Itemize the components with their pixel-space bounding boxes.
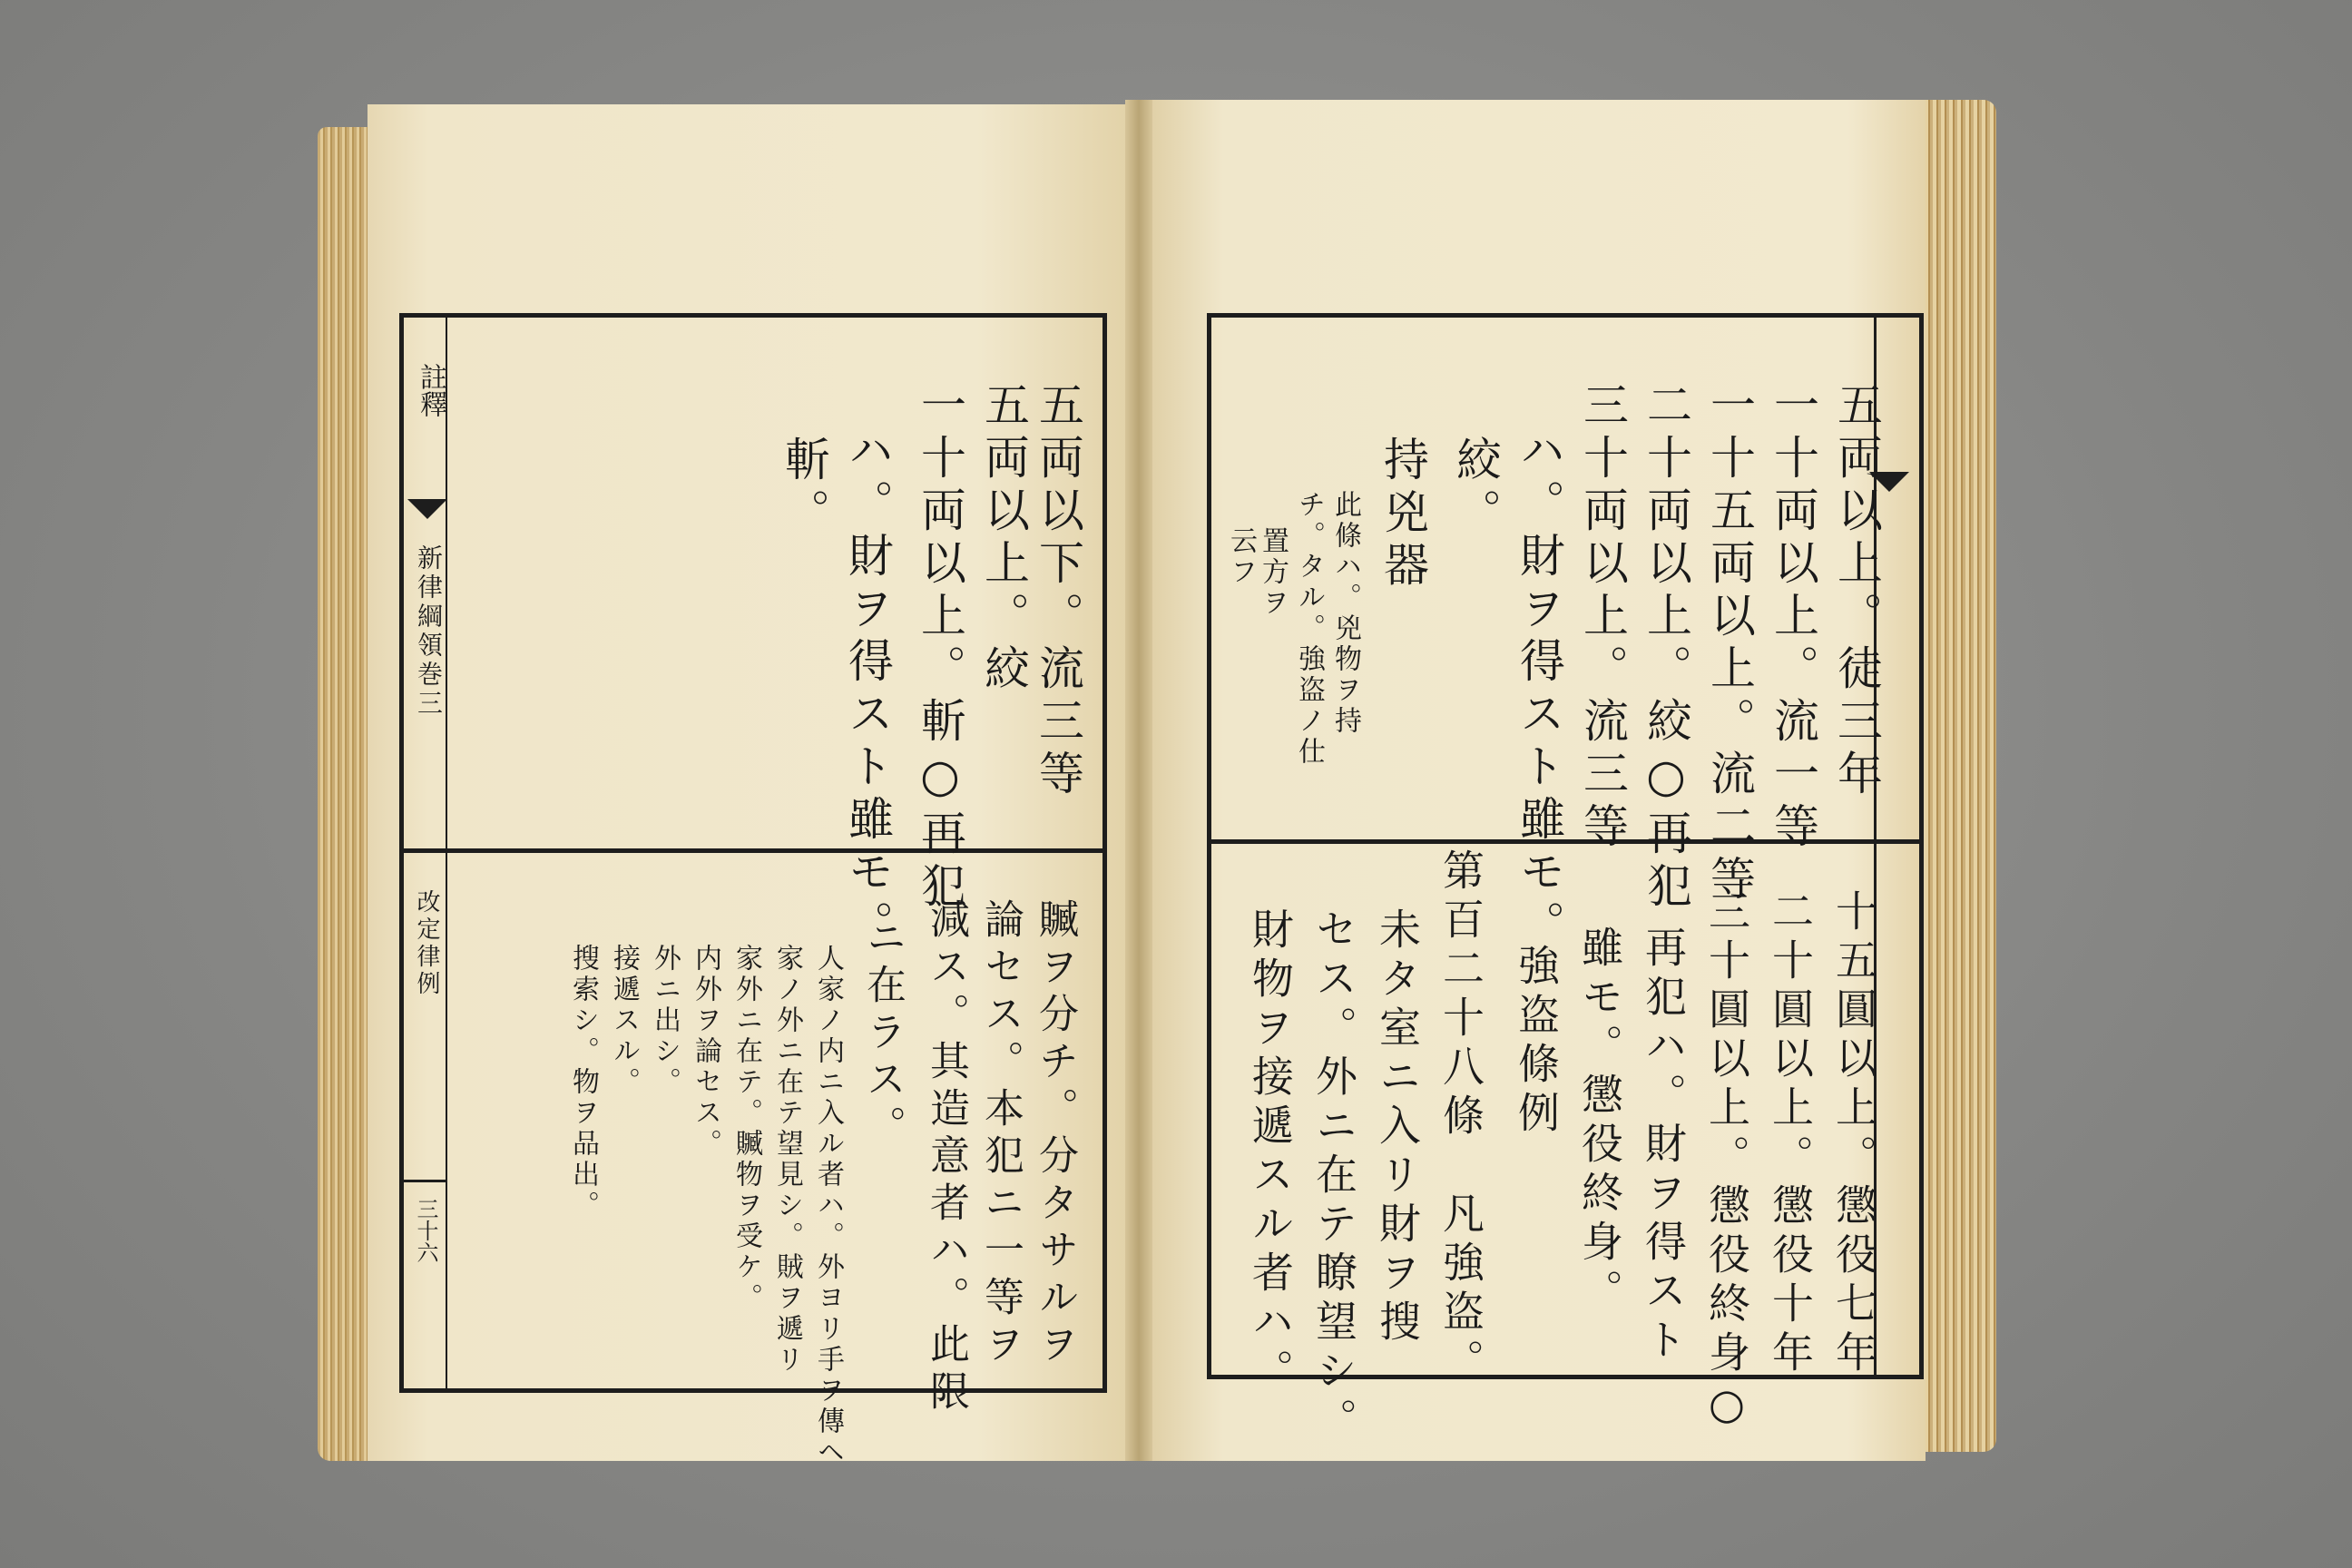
right-upper-col-5: 三十両以上。流三等 [1576,381,1629,855]
left-note-2: 家ノ外ニ在テ望見シ。賊ヲ遞リ [771,944,803,1376]
right-lower-col-1: 十五圓以上。懲役七年 [1829,889,1878,1379]
right-upper-col-2: 一十両以上。流一等 [1767,381,1819,855]
right-upper-sub-1: 此條ハ。兇物ヲ持 [1329,490,1361,737]
left-lower-col-1: 贓ヲ分チ。分タサルヲ [1032,898,1078,1370]
page-number: 三十六 [413,1198,438,1263]
right-lower-col-5: 雖モ。懲役終身。 [1575,926,1624,1318]
left-note-5: 外ニ出シ。 [649,944,681,1098]
right-lower-col-9: セス。外ニ在テ瞭望シ。 [1309,907,1358,1446]
left-note-6: 接遞スル。 [608,944,640,1098]
right-upper-col-3: 一十五両以上。流二等 [1703,381,1756,907]
left-margin-divider [404,1180,446,1182]
right-upper-sub-4: 云フ [1225,526,1257,588]
left-divider [404,848,1102,853]
left-lower-col-2: 論セス。本犯ニ一等ヲ [977,898,1024,1370]
right-upper-col-6: ハ。財ヲ得スト雖モ。 [1513,426,1565,953]
left-note-3: 家外ニ在テ。贓物ヲ受ケ。 [730,944,762,1314]
left-lower-col-3: 減ス。其造意者ハ。此限 [923,898,969,1417]
left-upper-col-4: ハ。財ヲ得スト雖モ。 [841,426,894,953]
right-lower-col-2: 二十圓以上。懲役十年 [1766,889,1815,1379]
margin-book-title: 新律綱領巻三 [414,544,444,719]
margin-title: 註釋 [415,363,446,417]
margin-lower-title: 改定律例 [413,889,440,998]
left-note-7: 搜索シ。物ヲ品出。 [567,944,599,1221]
left-upper-col-3: 一十両以上。斬○再犯 [914,381,966,915]
right-upper-col-4: 二十両以上。絞○再犯 [1640,381,1692,915]
right-lower-col-8: 未タ室ニ入リ財ヲ搜 [1373,907,1422,1348]
left-upper-col-1: 五両以下。流三等 [1032,381,1084,802]
right-lower-col-7: 第百二十八條 凡強盗。 [1436,848,1485,1387]
left-upper-col-5: 斬。 [778,436,830,541]
right-upper-col-7: 絞。 [1449,436,1502,541]
right-lower-col-6: 強盗條例 [1512,944,1561,1140]
left-upper-col-2: 五両以上。絞 [977,381,1030,697]
book-gutter [1125,100,1152,1461]
right-upper-sub-2: チ。タル。強盗ノ仕 [1293,490,1325,768]
left-note-1: 人家ノ内ニ入ル者ハ。外ヨリ手ヲ傳ヘ [812,944,844,1468]
right-upper-sub-3: 置方ヲ [1257,526,1289,619]
left-fishtail-mark [407,499,447,519]
right-upper-note: 持兇器 [1377,436,1429,593]
left-note-4: 内外ヲ論セス。 [690,944,721,1160]
right-lower-col-4: 再犯ハ。財ヲ得スト [1639,926,1688,1367]
right-lower-col-10: 財物ヲ接遞スル者ハ。 [1246,907,1295,1397]
right-upper-col-1: 五両以上。徒三年 [1830,381,1883,802]
left-lower-col-4: ニ在ラス。 [859,916,906,1152]
right-lower-col-3: 三十圓以上。懲役終身○ [1702,889,1751,1436]
